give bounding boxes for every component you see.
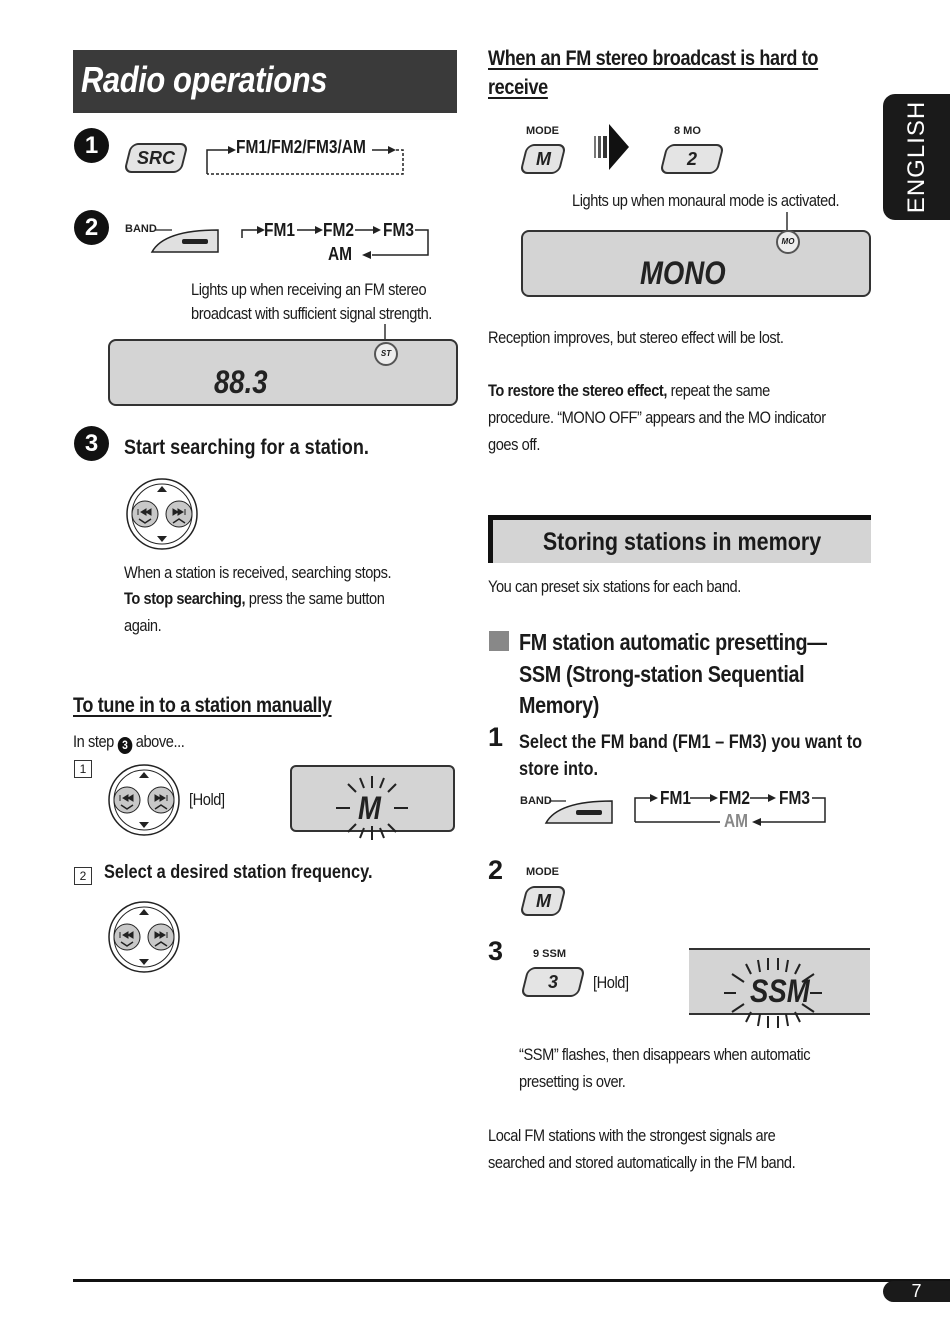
storing-intro: You can preset six stations for each band. xyxy=(488,577,741,596)
page-title-bar xyxy=(73,50,457,113)
ssm-step-1-line1: Select the FM band (FM1 – FM3) you want to xyxy=(519,732,863,753)
mono-note: Lights up when monaural mode is activated. xyxy=(572,191,840,210)
stereo-heading-line1: When an FM stereo broadcast is hard to xyxy=(488,47,819,70)
band-flow-fm1: FM1 xyxy=(264,220,295,240)
ssm-step-3-number: 3 xyxy=(488,936,504,966)
storing-heading: Storing stations in memory xyxy=(542,528,822,556)
stereo-result: Reception improves, but stereo effect will be lost. xyxy=(488,328,784,347)
ssm-final-line2: searched and stored automatically in the FM band. xyxy=(488,1153,796,1172)
step-3-marker: 3 xyxy=(74,426,109,461)
source-flow-text: FM1/FM2/FM3/AM xyxy=(236,137,366,157)
restore-line2: procedure. “MONO OFF” appears and the MO indicator xyxy=(488,408,826,427)
frequency-select-dial[interactable] xyxy=(106,901,182,973)
subsection-marker xyxy=(489,631,509,651)
step-1-marker: 1 xyxy=(74,128,109,163)
footer-rule xyxy=(73,1279,950,1282)
src-button[interactable]: SRC xyxy=(123,143,188,173)
ssm-heading-line3: Memory) xyxy=(519,692,600,718)
lcd-ssm-text: SSM xyxy=(750,973,810,1009)
language-tab-label: ENGLISH xyxy=(902,100,930,214)
mode-button[interactable]: M xyxy=(519,144,566,174)
storing-section-header xyxy=(488,515,871,563)
manual-sub-2-text: Select a desired station frequency. xyxy=(104,862,373,883)
step-3-heading: Start searching for a station. xyxy=(124,436,369,459)
page-number: 7 xyxy=(883,1281,950,1302)
ssm-band-label: BAND xyxy=(520,795,552,807)
ssm-step-1-number: 1 xyxy=(488,722,504,752)
ssm-step-2-number: 2 xyxy=(488,855,504,885)
ssm-heading-line1: FM station automatic presetting— xyxy=(519,629,827,655)
stereo-note-line2: broadcast with sufficient signal strength. xyxy=(191,304,432,323)
lcd-manual-text: M xyxy=(358,790,381,826)
lcd-display-frequency xyxy=(108,339,458,406)
manual-sub-2-marker: 2 xyxy=(74,867,92,885)
band-button[interactable] xyxy=(150,226,222,256)
ssm-flow-fm3: FM3 xyxy=(779,788,810,808)
step-3-line2: To stop searching, press the same button xyxy=(124,589,385,608)
band-flow-am: AM xyxy=(328,244,353,264)
ssm-final-line1: Local FM stations with the strongest signals are xyxy=(488,1126,776,1145)
mode-label: MODE xyxy=(526,125,559,137)
step-3-line3: again. xyxy=(124,616,162,635)
restore-line1: To restore the stereo effect, repeat the same xyxy=(488,381,770,400)
band-label: BAND xyxy=(125,223,157,235)
preset-3-button[interactable]: 3 xyxy=(520,967,585,997)
ssm-flow-am: AM xyxy=(724,811,749,831)
band-flow-fm3: FM3 xyxy=(383,220,414,240)
lcd-mono-text: MONO xyxy=(640,255,726,291)
restore-line3: goes off. xyxy=(488,435,540,454)
ssm-after-line2: presetting is over. xyxy=(519,1072,626,1091)
manual-intro: In step 3 above... xyxy=(73,732,185,752)
ssm-flow-fm1: FM1 xyxy=(660,788,691,808)
ssm-flow-fm2: FM2 xyxy=(719,788,750,808)
ssm-step-1-line2: store into. xyxy=(519,759,598,780)
preset-2-button[interactable]: 2 xyxy=(659,144,724,174)
preset-2-label: 8 MO xyxy=(674,125,701,137)
mo-indicator: MO xyxy=(776,230,800,254)
manual-sub-1-marker: 1 xyxy=(74,760,92,778)
stereo-heading-line2: receive xyxy=(488,76,548,99)
lcd-frequency-text: 88.3 xyxy=(214,364,268,400)
step-3-line1: When a station is received, searching stops. xyxy=(124,563,392,582)
manual-tuning-heading: To tune in to a station manually xyxy=(73,694,332,717)
page-title: Radio operations xyxy=(81,59,327,100)
ssm-band-button[interactable] xyxy=(544,797,616,827)
search-control-dial[interactable] xyxy=(124,478,200,550)
ssm-heading-line2: SSM (Strong-station Sequential xyxy=(519,661,805,687)
ssm-mode-label: MODE xyxy=(526,866,559,878)
step-2-marker: 2 xyxy=(74,210,109,245)
press-arrow-icon xyxy=(592,120,632,176)
preset-3-label: 9 SSM xyxy=(533,948,567,960)
ssm-after-line1: “SSM” flashes, then disappears when automatic xyxy=(519,1045,811,1064)
band-flow-fm2: FM2 xyxy=(323,220,354,240)
mo-indicator-callout xyxy=(778,212,798,232)
ssm-hold-label: [Hold] xyxy=(593,973,629,992)
language-tab xyxy=(883,94,950,220)
manual-tune-dial[interactable] xyxy=(106,764,182,836)
manual-hold-label: [Hold] xyxy=(189,790,225,809)
ssm-mode-button[interactable]: M xyxy=(519,886,566,916)
st-indicator: ST xyxy=(374,342,398,366)
stereo-note-line1: Lights up when receiving an FM stereo xyxy=(191,280,427,299)
